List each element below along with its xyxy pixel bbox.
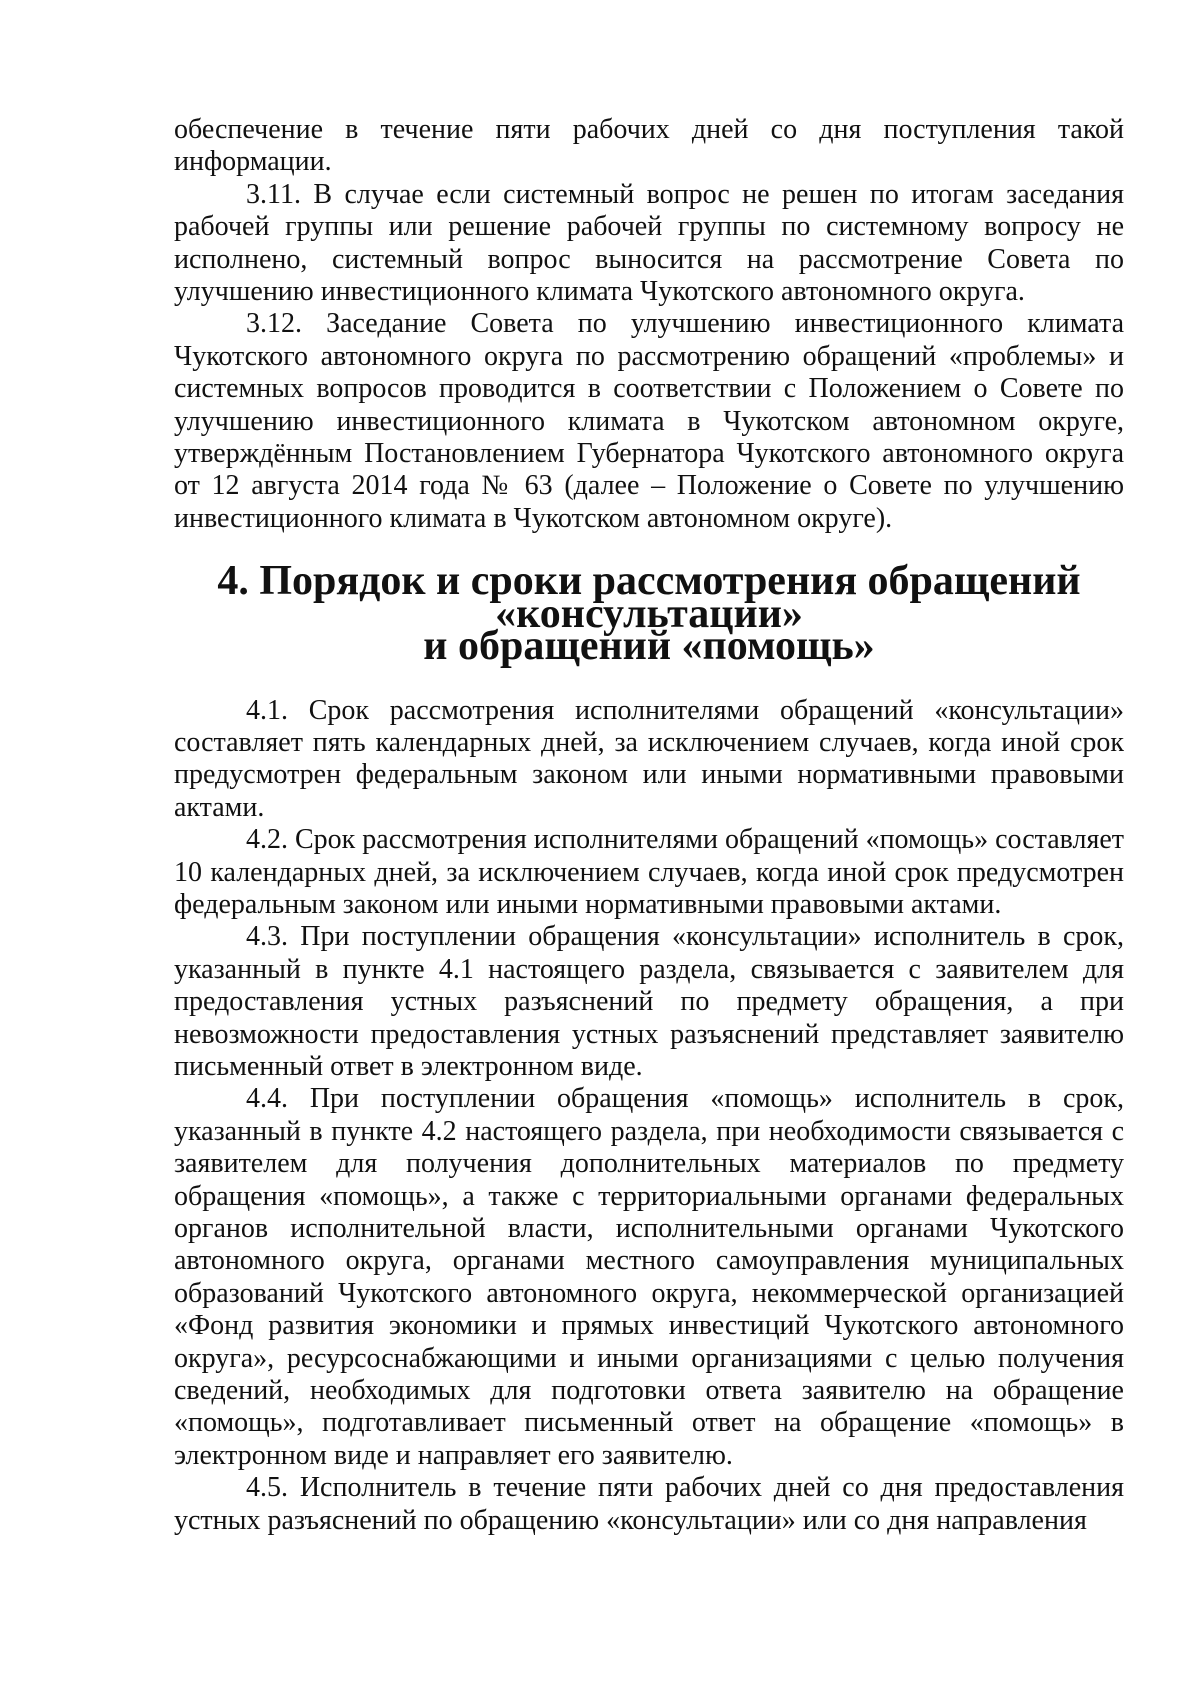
paragraph-4-1: 4.1. Срок рассмотрения исполнителями обращений «консультации» составляет пять календарных дней, за исключением случаев, когда иной срок предусмотрен федеральным законом или иными нормативными правовыми актами. xyxy=(174,694,1124,823)
paragraph-4-5: 4.5. Исполнитель в течение пяти рабочих дней со дня предоставления устных разъяснений по обращению «консультации» или со дня направления xyxy=(174,1472,1124,1536)
paragraph-4-4: 4.4. При поступлении обращения «помощь» исполнитель в срок, указанный в пункте 4.2 настоящего раздела, при необходимости связывается с заявителем для получения дополнительных материалов по предмету обращения «помощь», а также с территориальными органами федеральных органов исполнительной власти, исполнительными органами Чукотского автономного округа, органами местного самоуправления муниципальных образований Чукотского автономного округа, некоммерческой организацией «Фонд развития экономики и прямых инвестиций Чукотского автономного округа», ресурсоснабжающими и иными организациями с целью получения сведений, необходимых для подготовки ответа заявителю на обращение «помощь», подготавливает письменный ответ на обращение «помощь» в электронном виде и направляет его заявителю. xyxy=(174,1083,1124,1471)
paragraph-3-11: 3.11. В случае если системный вопрос не решен по итогам заседания рабочей группы или решение рабочей группы по системному вопросу не исполнено, системный вопрос выносится на рассмотрение Совета по улучшению инвестиционного климата Чукотского автономного округа. xyxy=(174,178,1124,308)
document-body xyxy=(174,114,1124,1537)
paragraph-4-2: 4.2. Срок рассмотрения исполнителями обращений «помощь» составляет 10 календарных дней, за исключением случаев, когда иной срок предусмотрен федеральным законом или иными нормативными правовыми актами. xyxy=(174,824,1124,920)
paragraph-3-12: 3.12. Заседание Совета по улучшению инвестиционного климата Чукотского автономного округа по рассмотрению обращений «проблемы» и системных вопросов проводится в соответствии с Положением о Совете по улучшению инвестиционного климата в Чукотском автономном округе, утверждённым Постановлением Губернатора Чукотского автономного округа от 12 августа 2014 года № 63 (далее – Положение о Совете по улучшению инвестиционного климата в Чукотском автономном округе). xyxy=(174,308,1124,534)
section-heading-line-1: 4. Порядок и сроки рассмотрения обращений «консультации» xyxy=(217,558,1081,637)
section-heading xyxy=(174,558,1124,670)
section-heading-line-2: и обращений «помощь» xyxy=(423,623,875,670)
paragraph-continuation: обеспечение в течение пяти рабочих дней со дня поступления такой информации. xyxy=(174,114,1124,178)
paragraph-4-3: 4.3. При поступлении обращения «консультации» исполнитель в срок, указанный в пункте 4.1 настоящего раздела, связывается с заявителем для предоставления устных разъяснений по предмету обращения, а при невозможности предоставления устных разъяснений представляет заявителю письменный ответ в электронном виде. xyxy=(174,921,1124,1082)
